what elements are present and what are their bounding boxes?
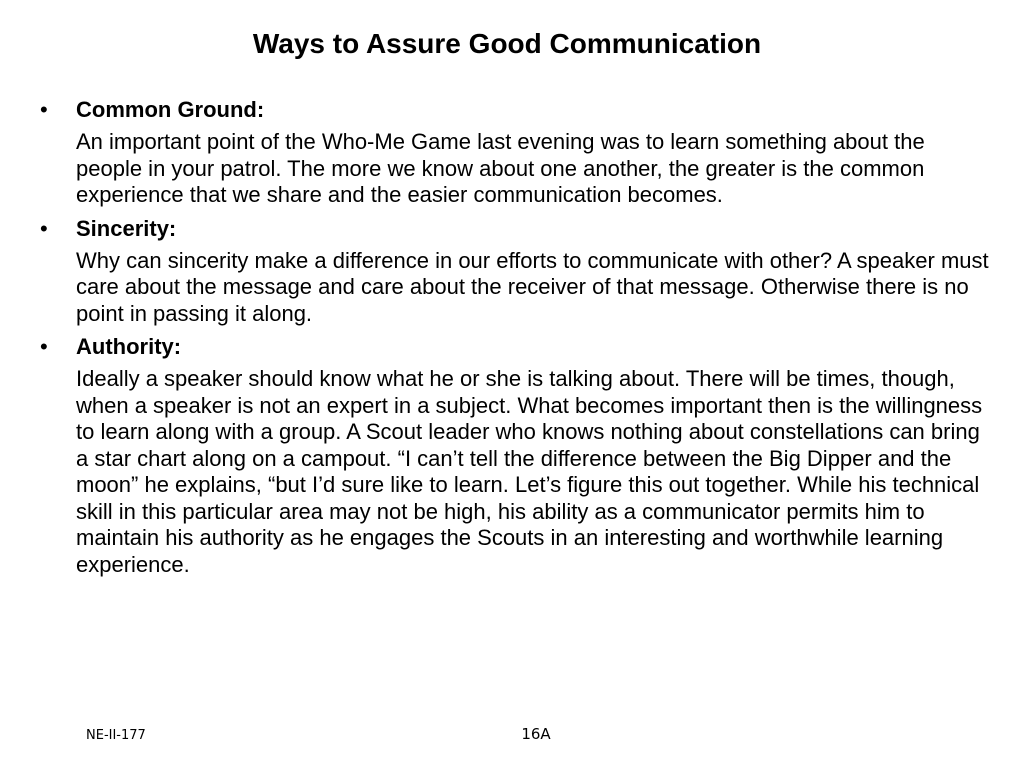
bullet-point-authority	[40, 331, 990, 578]
point-heading: Authority:	[76, 334, 182, 359]
bullet-icon: •	[40, 97, 48, 122]
footer-page-number: 16A	[521, 725, 551, 743]
point-heading: Sincerity:	[76, 215, 177, 241]
point-text: Ideally a speaker should know what he or she is talking about. There will be times, though, when a speaker is not an expert in a subject. What becomes important then is the willingness to learn along with a group. A Scout leader who knows nothing about constellations can bring a star chart along on a campout. “I can’t tell the difference between the Big Dipper and the moon” he explains, “but I’d sure like to learn. Let’s figure this out together. While his technical skill in this particular area may not be high, his ability as a communicator permits him to maintain his authority as he engages the Scouts in an interesting and worthwhile learning experience.	[76, 366, 983, 577]
bullet-point-sincerity	[40, 213, 990, 328]
footer-document-code: NE-II-177	[86, 728, 146, 743]
point-text: Why can sincerity make a difference in our efforts to communicate with other? A speaker must care about the message and care about the receiver of that message. Otherwise there is no point in passing it along.	[76, 247, 989, 326]
bullet-icon: •	[40, 334, 48, 359]
point-text: An important point of the Who-Me Game last evening was to learn something about the people in your patrol. The more we know about one another, the greater is the common experience that we share and the easier communication becomes.	[76, 129, 925, 207]
bullet-icon: •	[40, 215, 48, 241]
slide-title: Ways to Assure Good Communication	[252, 28, 762, 59]
bullet-point-common-ground	[40, 94, 990, 209]
point-heading: Common Ground:	[76, 97, 265, 122]
bullet-list	[40, 94, 990, 582]
